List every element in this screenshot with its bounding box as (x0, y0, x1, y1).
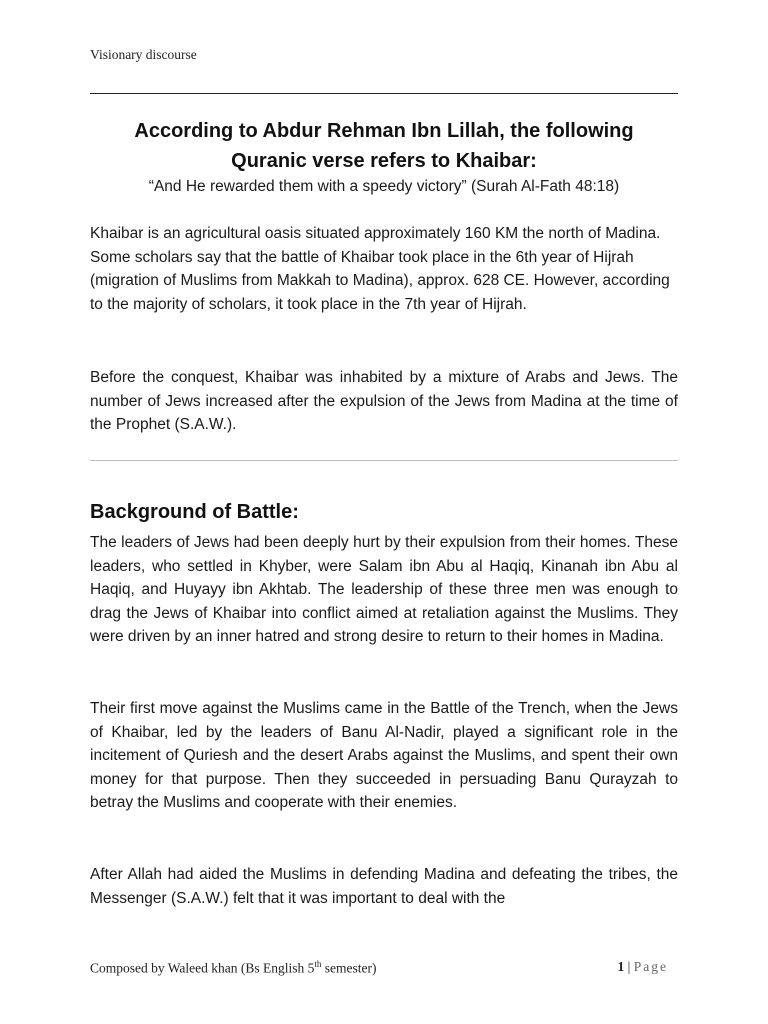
paragraph-khaibar-intro: Khaibar is an agricultural oasis situated approximately 160 KM the north of Madina. Some scholars say that the battle of Khaibar took place in the 6th year of Hijrah (migration of Muslims from Makkah to Madina), approx. 628 CE. However, according to the majority of scholars, it took place in the 7th year of Hijrah. (90, 225, 670, 313)
section-divider (90, 460, 678, 461)
paragraph-leaders-of-jews: The leaders of Jews had been deeply hurt by their expulsion from their homes. These leaders, who settled in Khyber, were Salam ibn Abu al Haqiq, Kinanah ibn Abu al Haqiq, and Huyayy ibn Akhtab. The leadership of these three men was enough to drag the Jews of Khaibar into conflict aimed at retaliation against the Muslims. They were driven by an inner hatred and strong desire to return to their homes in Madina. (90, 534, 678, 646)
footer-composed-by: Composed by Waleed khan (Bs English 5th semester) (90, 959, 377, 976)
paragraph-after-allah-aided: After Allah had aided the Muslims in defending Madina and defeating the tribes, the Messenger (S.A.W.) felt that it was important to deal with the (90, 866, 678, 907)
quranic-verse-quote: “And He rewarded them with a speedy victory” (Surah Al-Fath 48:18) (148, 178, 620, 195)
page-number: 1 (617, 959, 625, 974)
page-title (90, 116, 678, 176)
paragraph-before-conquest: Before the conquest, Khaibar was inhabited by a mixture of Arabs and Jews. The number of Jews increased after the expulsion of the Jews from Madina at the time of the Prophet (S.A.W.). (90, 369, 678, 434)
title-line-1: According to Abdur Rehman Ibn Lillah, the following (134, 120, 634, 142)
footer-page-number (618, 959, 668, 975)
page-separator: | (624, 959, 634, 974)
running-header: Visionary discourse (90, 47, 197, 62)
header-divider (90, 93, 678, 94)
title-line-2: Quranic verse refers to Khaibar: (231, 150, 537, 172)
page-label: Page (633, 959, 668, 974)
section-heading: Background of Battle: (90, 501, 299, 523)
paragraph-first-move: Their first move against the Muslims came in the Battle of the Trench, when the Jews of Khaibar, led by the leaders of Banu Al-Nadir, played a significant role in the incitement of Quriesh and the desert Arabs against the Muslims, and spent their own money for that purpose. Then they succeeded in persuading Banu Qurayzah to betray the Muslims and cooperate with their enemies. (90, 700, 678, 812)
